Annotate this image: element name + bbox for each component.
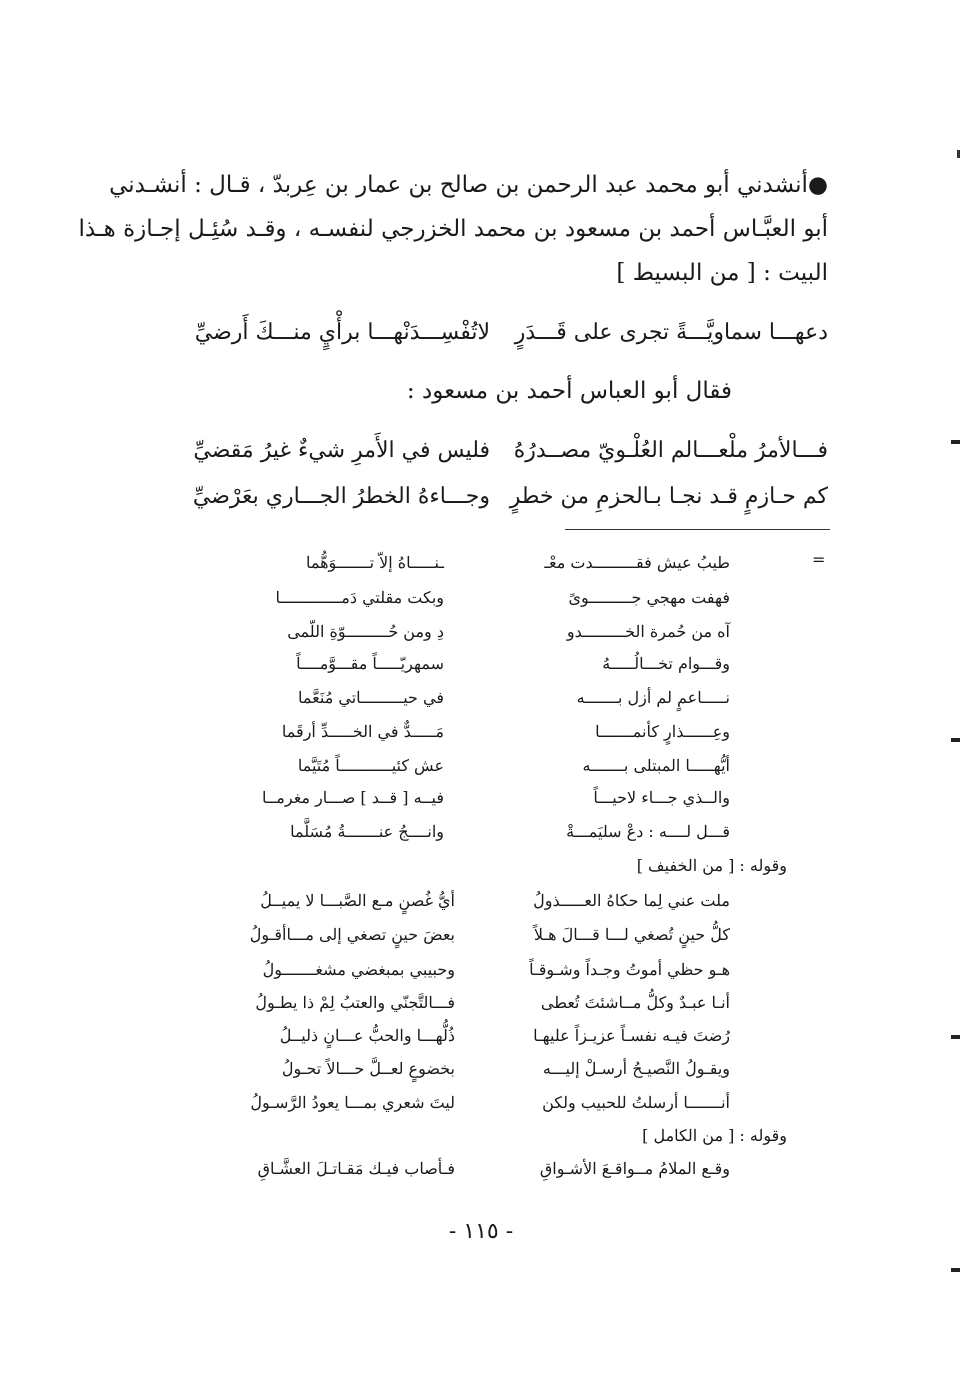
- hemistich-right: نـــــاعمٍ لم أزل بـــــــه: [576, 688, 730, 707]
- margin-mark: [951, 440, 960, 444]
- hemistich-left: وانــــجُ عنـــــــةُ مُسَلَّما: [290, 822, 444, 841]
- hemistich-left: عش كئيـــــــــــاً مُتَيَّما: [297, 756, 444, 775]
- hemistich-right: وقـــوام تخـــالُـــــهُ: [602, 654, 730, 673]
- hemistich-right: وعِــــــذارٍ كأنمـــــــا: [595, 722, 730, 741]
- hemistich-right: أنـــــــا أرسلتُ للحبيب ولكن: [542, 1093, 730, 1112]
- margin-mark: [951, 1035, 960, 1039]
- hemistich-left: لاتُفْسِـــدَنْهـــا برأْيٍ منـــكَ أَرضيِّ: [194, 320, 490, 345]
- hemistich-right: هـو حظي أموتُ وجـداً وشـوقـاً: [529, 960, 730, 979]
- footnote-marker: =: [812, 550, 826, 569]
- hemistich-left: ليتَ شعري بمـــا يعودُ الرَّسـولُ: [250, 1093, 455, 1112]
- hemistich-right: دعهـــا سماويَّـــةً تجرى على قَـــدَرٍ: [514, 320, 828, 345]
- margin-mark: [951, 1268, 960, 1272]
- edge-mark: [957, 150, 960, 158]
- hemistich-left: أيُّ غُصنٍ مـع الصَّبـــا لا يميــلُ: [260, 891, 455, 910]
- hemistich-left: فـأصاب فيـك مَقـاتـلَ العشَّـاقِ: [257, 1159, 455, 1178]
- hemistich-right: ملت عني لِما حكاهُ العـــــذولُ: [533, 891, 730, 910]
- hemistich-left: بعضَ حينٍ تصغي إلى مـــاأقـولُ: [249, 925, 455, 944]
- hemistich-left: وجـــاءهُ الخطرُ الجـــاري بعَرْضيِّ: [192, 484, 490, 509]
- intro-line-3: البيت : [ من البسيط ]: [616, 260, 828, 286]
- hemistich-left: ـنـــــاهُ إلاّ تـــــــوَهُّما: [305, 553, 444, 572]
- hemistich-right: أيُّهـــــا المبتلى بـــــــه: [582, 756, 730, 775]
- hemistich-left: دِ ومن حُـــــــــوّةِ اللّمى: [287, 622, 444, 641]
- hemistich-left: في حيـــــــــاتي مُنَعَّما: [298, 688, 444, 707]
- hemistich-right: والــذي جـــاء لاحيـــاً: [593, 788, 730, 807]
- hemistich-right: كلُّ حينٍ تُصغي لـــا قـــالَ هـلاً: [533, 925, 730, 944]
- reply-intro: فقال أبو العباس أحمد بن مسعود :: [406, 378, 732, 404]
- hemistich-right: فهفت مهجي جـــــــــوىً: [568, 588, 730, 607]
- hemistich-left: فليس في الأَمرِ شيءٌ غيرُ مَقضيِّ: [193, 438, 490, 463]
- meter-label-kamil: وقوله : [ من الكامل ]: [642, 1126, 787, 1145]
- hemistich-right: فـــالأمرُ ملْعـــالم العُلْـويّ مصــدرُهُ: [513, 438, 828, 463]
- hemistich-right: كم حـازمٍ قـد نجـا بـالحزمِ من خطرٍ: [509, 484, 828, 509]
- hemistich-right: قـــل لــــه : دعْ سليَمـــةْ: [566, 822, 730, 841]
- hemistich-right: وقـع الملامُ مــواقـعَ الأشـواقِ: [539, 1159, 730, 1178]
- meter-label-khafif: وقوله : [ من الخفيف ]: [636, 856, 787, 875]
- hemistich-left: وحبيبي بمبغضي مشغـــــــولُ: [262, 960, 455, 979]
- hemistich-left: وبكت مقلتي دَمـــــــــــــا: [275, 588, 444, 607]
- intro-line-1: ●أنشدني أبو محمد عبد الرحمن بن صالح بن عمار بن عِربدّ ، قـال : أنشـدني: [109, 172, 828, 198]
- margin-mark: [951, 738, 960, 742]
- hemistich-left: بخضوعٍ لعــلَّ حـــالاً تحـولُ: [281, 1059, 455, 1078]
- hemistich-left: سمهريّـــــاً مقـــوَّمــــاً: [296, 654, 444, 673]
- footnote-separator: [565, 529, 830, 530]
- hemistich-right: ويقـولُ النَّصيـحُ أرسـلْ إليـــه: [542, 1059, 730, 1078]
- hemistich-left: فـــالتَّجنّي والعتبُ لِمْ ذا يطـولُ: [255, 993, 455, 1012]
- hemistich-left: ذُلُّهـــا والحبُّ عـــانٍ ذليــلُ: [279, 1026, 455, 1045]
- hemistich-right: رُضتَ فيـه نفسـاً عزيـزاً عليهـا: [533, 1026, 730, 1045]
- intro-line-2: أبو العبَّـاس أحمد بن مسعود بن محمد الخزرجي لنفسـه ، وقـد سُئِـل إجـازة هـذا: [78, 216, 828, 242]
- hemistich-right: آه من حُمرة الخـــــــــدو: [566, 622, 730, 641]
- hemistich-left: مَـــــدٌّ في الخـــــدِّ أرقَما: [281, 722, 444, 741]
- hemistich-left: فيــه [ قــد ] صـــار مغرمــا: [262, 788, 444, 807]
- page-number: - ١١٥ -: [448, 1219, 514, 1244]
- hemistich-right: طيبُ عيش فقـــــــــدت معْـ: [544, 553, 730, 572]
- hemistich-right: أنـا عبـدٌ وكلُّ مــاشئتَ تُعطى: [540, 993, 730, 1012]
